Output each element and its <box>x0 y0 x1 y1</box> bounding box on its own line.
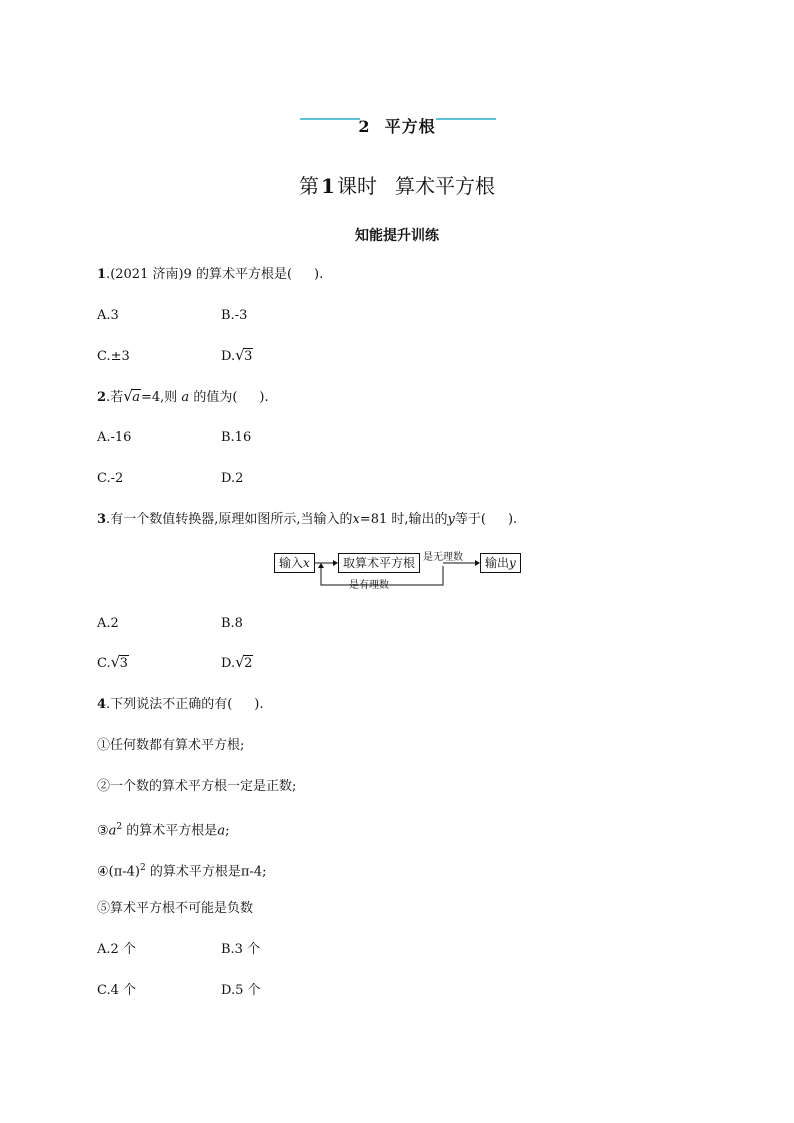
variable: a <box>217 823 226 839</box>
output-label: 输出 <box>485 556 510 570</box>
lesson-suffix: 课时 <box>336 174 377 198</box>
radical-sign: √ <box>123 387 133 405</box>
option-d <box>221 348 253 366</box>
option-b: B.3 个 <box>221 942 261 957</box>
option-a: A.2 <box>97 616 119 631</box>
variable: a <box>181 390 190 405</box>
chapter-number: 2 <box>358 117 371 136</box>
option-a: A.-16 <box>97 430 132 445</box>
question-number: 1 <box>97 267 107 282</box>
option-a: A.3 <box>97 308 119 323</box>
variable-x: x <box>352 512 360 527</box>
section-title: 知能提升训练 <box>355 228 439 244</box>
statement-3 <box>97 818 229 840</box>
question-3: 3.有一个数值转换器,原理如图所示,当输入的x=81 时,输出的y等于( ). <box>97 512 518 527</box>
option-label: D. <box>221 349 236 364</box>
question-text-end: ). <box>314 267 324 282</box>
option-label: D. <box>221 656 236 671</box>
option-c <box>97 655 129 673</box>
process-box: 取算术平方根 <box>338 553 420 573</box>
radicand: 3 <box>244 349 253 364</box>
radical-sign: √ <box>235 653 245 671</box>
lesson-title <box>0 170 794 199</box>
irrational-label: 是无理数 <box>423 552 463 563</box>
question-number: 3 <box>97 512 107 527</box>
chapter-name: 平方根 <box>384 117 436 136</box>
exponent: 2 <box>116 822 123 832</box>
option-b: B.8 <box>221 616 243 631</box>
option-label: C. <box>97 656 111 671</box>
variable-y: y <box>447 512 455 527</box>
question-text-end: ). <box>254 697 264 712</box>
sqrt-expression <box>123 389 141 407</box>
radicand: 2 <box>244 656 253 671</box>
question-text: =81 时,输出的 <box>359 512 448 527</box>
statement-4 <box>97 859 266 881</box>
radicand: 3 <box>119 656 128 671</box>
statement-1: ①任何数都有算术平方根; <box>97 738 245 753</box>
rational-label: 是有理数 <box>349 580 389 591</box>
option-c: C.-2 <box>97 471 124 486</box>
statement-marker: ③ <box>97 823 109 839</box>
statement-end: ; <box>225 823 230 839</box>
question-text: 下列说法不正确的有( <box>110 697 233 712</box>
variable: a <box>108 823 117 839</box>
question-text: (2021 济南)9 的算术平方根是( <box>110 267 293 282</box>
statement-text: 的算术平方根是π-4; <box>149 864 267 880</box>
radical-sign: √ <box>235 346 245 364</box>
statement-5: ⑤算术平方根不可能是负数 <box>97 901 254 916</box>
question-text-end: ). <box>507 512 518 527</box>
question-text: 有一个数值转换器,原理如图所示,当输入的 <box>110 512 353 527</box>
statement-text: 的算术平方根是 <box>126 823 218 839</box>
option-d: D.2 <box>221 471 244 486</box>
sqrt-expression <box>235 348 253 366</box>
option-d <box>221 655 253 673</box>
converter-diagram <box>274 548 524 592</box>
lesson-name: 算术平方根 <box>394 174 495 198</box>
lesson-prefix: 第 <box>299 174 320 198</box>
option-d: D.5 个 <box>221 983 261 998</box>
statement-2: ②一个数的算术平方根一定是正数; <box>97 779 297 794</box>
question-text: =4,则 <box>140 390 178 405</box>
output-variable: y <box>509 556 516 570</box>
question-number: 4 <box>97 697 107 712</box>
option-b: B.16 <box>221 430 252 445</box>
option-b: B.-3 <box>221 308 248 323</box>
question-text: 的值为( <box>193 390 238 405</box>
exponent: 2 <box>140 863 146 873</box>
option-c: C.±3 <box>97 349 130 364</box>
option-c: C.4 个 <box>97 983 137 998</box>
question-1: 1.(2021 济南)9 的算术平方根是( ). <box>97 267 324 282</box>
output-box <box>480 553 521 573</box>
statement-text: ④(π-4) <box>97 864 141 880</box>
question-2: 2.若 √ a=4,则 a 的值为( ). <box>97 387 269 405</box>
question-text: 若 <box>110 390 124 405</box>
input-label: 输入 <box>279 556 304 570</box>
question-text-end: ). <box>259 390 269 405</box>
lesson-number: 1 <box>321 174 335 198</box>
sqrt-expression <box>111 655 129 673</box>
input-box <box>274 553 315 573</box>
option-a: A.2 个 <box>97 942 136 957</box>
question-text: 等于( <box>454 512 486 527</box>
question-number: 2 <box>97 390 107 405</box>
sqrt-expression <box>235 655 253 673</box>
input-variable: x <box>303 556 310 570</box>
question-4: 4.下列说法不正确的有( ). <box>97 697 264 712</box>
radicand: a <box>132 390 140 405</box>
chapter-title <box>0 114 794 137</box>
radical-sign: √ <box>110 653 121 671</box>
